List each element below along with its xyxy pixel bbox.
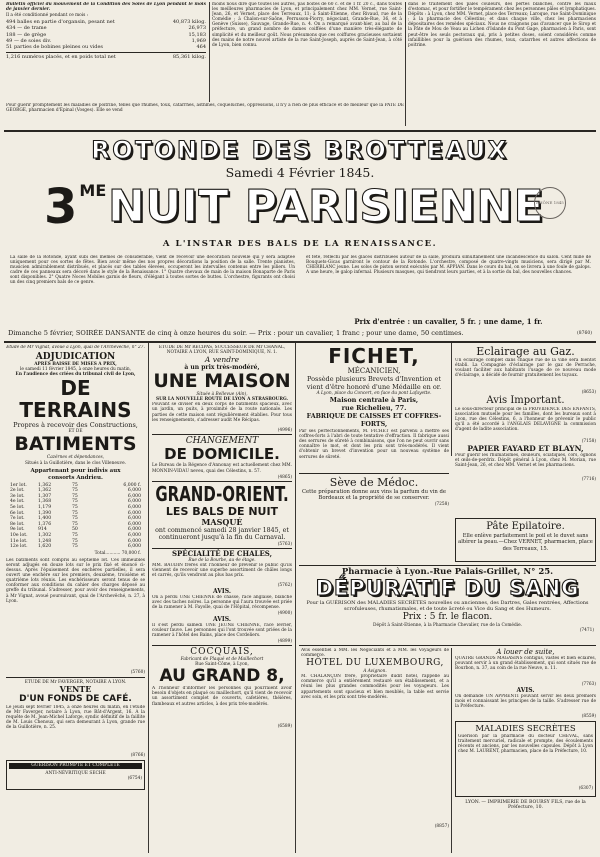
rotonde-ordinal [44,181,106,233]
fichet-rue: rue Richelieu, 77. [341,404,407,413]
lot-cell-b: 75 [72,510,78,516]
guerison-ref: (6754) [127,776,142,782]
bulletin-row [6,44,206,50]
divider [152,434,292,435]
bulletin-row-value: 464 [196,44,206,51]
batiments-heading: BATIMENTS [14,433,137,456]
adjudication-sub: APRÈS BAISSE DE MISES A PRIX, [34,362,117,368]
lot-cell-a: 1,620 [38,544,52,550]
domicile-ref: (4865) [277,474,292,480]
lot-cell-c: 6,000 f. [123,482,141,488]
column-divider [209,2,210,102]
lot-cell-lot: 1er lot. [10,482,27,488]
cocquais-ref: (6589) [277,724,292,730]
bulletin-table [6,19,206,50]
domicile-body: Le Bureau de la Régence d'Annonay est actuellement chez MM. MONNIN-VIDAU neveu, quai des Célestins, n. 57. [152,463,292,474]
domicile-text [152,463,292,473]
maladies-box [455,721,596,797]
divider [299,473,449,474]
lot-cell-c: 6,000 [127,538,141,544]
bulletin-row-label: 188 — de grège [6,31,47,38]
seve-text: Cette préparation donne aux vins la parfum du vin de Bordeaux et la propriété de se conserver. [301,489,447,502]
bulletin-row-label: 49 — de soies div. [6,37,52,44]
lot-cell-lot: 11e lot. [10,538,28,544]
postage-stamp: RHÔNE 1845 [534,187,566,219]
papier-body: Pour guérir les rhumatismes, douleurs, sciatiques, cors, ognons et œils-de-perdrix. Dépôt général à Lyon, chez M. Morian, rue Saint-Jean, 26, et chez MM. Vernet et les pharmaciens. [455,453,596,469]
guerison-sub: ANTI-NÉVRITIQUE SECHE [45,771,106,777]
column-divider [295,343,296,853]
bulletin-heading: Bulletin officiel du mouvement de la Condition des Soies de Lyon pendant le mois de janvier dernier. [6,2,206,13]
batiments-sub: Cazérnes et dépendances, [46,455,105,461]
lot-cell-b: 75 [72,516,78,522]
bulletin-row-label: 434 — de trame [6,25,47,32]
seve-ref: (7258) [434,501,449,507]
lot-cell-lot: 9e lot. [10,527,25,533]
maison-route: SUR LA NOUVELLE ROUTE DE LYON A STRASBOURG. [155,397,289,403]
terrains-sub: Propres à recevoir des Constructions, [13,421,138,430]
cocquais-body: A l'honneur d'informer les personnes qui pourraient avoir besoin d'objets en plaqué ou maillechort, qu'il vient de recevoir un assortiment complet de couverts, cafetières, théières, flambeaux et autres articles, à des prix très-modérés. [152,686,292,707]
lot-cell-lot: 8e lot. [10,521,25,527]
hotel-ref: (8857) [434,824,449,830]
section-rule [4,130,596,132]
ordinal-suffix: ME [79,181,107,200]
hotel-text [301,674,449,824]
lot-cell-b: 50 [72,527,78,533]
lot-cell-a: 914 [38,527,47,533]
hotel-location: A Avignon. [363,669,387,675]
cocquais-location: Rue Saint-Côme, à Lyon, [195,662,249,668]
avis-important: Avis Important. [486,395,565,407]
a-vendre: A vendre [204,355,240,365]
column-divider [451,343,452,456]
fichet-location: A Lyon, place du Concert, en face du pont Lafayette. [316,391,432,396]
lots-table [10,483,141,550]
adjudication-date: le samedi 11 février 1845, à onze heures du matin, [19,367,132,373]
bals-ref: (5763) [277,541,292,547]
rotonde-advertisement [4,133,596,363]
col4-bottom [455,648,596,853]
lot-cell-c: 6,000 [127,527,141,533]
avis-chienne-ref: (4900) [277,610,292,616]
pate-epilatoire-heading: Pâte Epilatoire. [486,521,565,532]
lot-cell-lot: 6e lot. [10,510,25,516]
maladies-ref: (6307) [578,786,593,792]
depuratif-block [301,567,594,644]
vente-heading: VENTE [59,684,92,695]
lot-cell-b: 75 [72,533,78,538]
rotonde-description-left: La salle de la Rotonde, ayant subi des mêmes de considérable, vient de recevoir une décoration nouvelle qui y sera adaptée uniquement pour ces sortes de fêtes. Bien avoir même des nos propres décorations la position de la salle. Trente pianistes, musicien admirablement distribués, et placés sur des tables élevées, occuperont les intervalles contenus entre les piliers. Un cadre de ces panneaux sera décoré dans le style de la Renaissance. 1° Quatre chevaux de main de la maison Bonaparte de Paris sont disponibles. 2° Quatre Noces Mobiles garnis de fleurs, d'élégant à toutes sortes de buttes. L'orchestre, figurants ont choisi un des cinq premiers bals de ce genre. [10,255,295,286]
maladies-body: Guérison par la pharmacie du docteur CHEVAL, sans traitement mercuriel, radicale et prompte, des écoulements récents et anciens, par les nouvelles capsules. Dépôt à Lyon chez M. LAURENT, pharmacien, place de la Préfecture, 10. [458,734,593,755]
papier-ref: (7716) [581,477,596,483]
depuratif-heading: DÉPURATIF DU SANG [315,576,580,600]
lot-cell-a: 1,302 [38,533,52,538]
eclairage-ref: (8653) [581,390,596,395]
depuratif-depot: Dépôt à Saint-Etienne, à la Pharmacie Chevalier, rue de la Comédie. [373,623,522,628]
fabrique-heading: FABRIQUE DE CAISSES ET COFFRES-FORTS, [306,413,442,429]
top-column-3-text: dans le traitement des pâles couleurs, des pertes blanches, contre les maux d'estomac, et pour fortifier le tempérament chez les personnes pâles et lymphatiques. Dépôts : à Lyon, chez MM. Vernet, place des Terreaux; Laroque, rue Saint-Dominique ; à la pharmacie des Célestins; et dans chaque ville, chez les pharmaciens dépositaires des remèdes spéciaux. Nous ne craignons pas d'avancer que le Sirop et la Pâte de Mou de Veau au Lichen d'Islande du Pont Gage, pharmacien à Paris, sont peut-être les seuls pectoraux qui, pris à petites doses, soient considérés comme infaillibles pour la guérison des rhumes, toux, catarrhes et autres affections de poitrine. [408,2,596,48]
lots-title-2: consorts Andrieu. [48,474,103,481]
divider [299,645,596,646]
cocquais-sub: Fabricant de Plaqué et de Maillechort [180,657,264,663]
fichet-heading: FICHET, [328,345,420,368]
pate-epilatoire-text: Elle enlève parfaitement le poil et le duvet sans altérer la peau.—Chez VERNET, pharmacien, place des Terreaux, 15. [458,533,593,552]
lot-cell-c: 6,000 [127,521,141,527]
bulletin-total-label: 1,216 numéros placés, et en poids total net [6,54,116,61]
seve-de-medoc: Sève de Médoc. [329,476,419,490]
bulletin-row-label: 51 parties de bobines pleines ou vides [6,44,104,51]
maison-text [152,402,292,428]
lot-cell-b: 75 [72,499,78,505]
lot-cell-a: 1,376 [38,521,52,527]
hotel-column [301,648,449,853]
bulletin-total-value: 85,361 kilog. [172,54,206,61]
maladies-heading: MALADIES SECRÈTES [475,724,576,735]
hotel-luxembourg: HÔTEL DU LUXEMBOURG, [306,658,444,669]
avis-chienne-text [152,595,292,611]
pate-de-george-notice [6,103,404,127]
prix-modere: à un prix très-modéré, [184,364,260,372]
avis-important-ref: (7158) [581,439,596,445]
lot-cell-a: 1,179 [38,505,52,511]
rotonde-ref: (8760) [577,331,592,336]
rotonde-price: Prix d'entrée : un cavalier, 5 fr. ; une dame, 1 fr. [354,317,543,326]
rotonde-title: ROTONDE DES BROTTEAUX [91,136,509,164]
bulletin-row-value: 15,183 [188,31,206,38]
lot-cell-b: 75 [72,544,78,550]
a-louer: A louer de suite, [496,648,555,656]
grand-orient-heading: GRAND-ORIENT. [155,481,289,506]
rotonde-footer [8,329,592,338]
lots-total: Total........... 70,000 f. [94,550,141,556]
column-divider [451,648,452,853]
column-divider [148,343,149,853]
lot-cell-c: 6,000 [127,505,141,511]
fichet-mecanicien: MÉCANICIEN, [347,367,401,375]
papier-fayard: PAPIER FAYARD ET BLAYN, [467,444,584,454]
lot-row [10,544,141,550]
top-column-2-text: moins nous dire que toutes les autres, pas boîtes de 60 c. et de 1 fr. 20 c., dans toutes les meilleures pharmacies de Lyon, et principalement chez MM. Vernet, rue Saint-Jean, 26, et Vernet, place des Terreaux, 11; à Saint-Etienne, chez Rivaud, rue de la Comédie ; à Chalon-sur-Saône, Perrusson-Piorry, négociant, Grande-Rue, 36, et à Genève (Suisse), Sauvage, Grande-Rue, n. 4. On a remarqué avant-hier, au bal de la préfecture, un grand nombre de dames coiffées d'une manière très-élégante de simplicité et du meilleur goût. Nous présumons que ces coiffures gracieuses sortaient des mains de notre nouvel artiste de la rue Saint-Joseph, auprès de Saint-Jean, à côté de Lyon, bien connu. [212,2,402,48]
lot-cell-c: 6,000 [127,488,141,494]
changement-heading: CHANGEMENT [185,436,259,447]
avis-chienne-body: On a perdu UNE CHIENNE de chasse, race anglaise, blanche avec des taches noires. La personne qui l'aura trouvée est priée de la ramener à M. Fayolle, quai de l'Hôpital, récompense. [152,594,292,611]
lot-cell-b: 75 [72,493,78,499]
rotonde-date: Samedi 4 Février 1845. [225,165,375,180]
lots-title: Appartenant pour indivis aux [30,467,121,474]
lot-cell-lot: 12e lot. [10,544,28,550]
lot-cell-a: 1,362 [38,488,52,494]
fichet-brevets: Possède plusieurs Brevets d'Invention et vient d'être honoré d'une Médaille en or. [306,375,442,391]
une-maison-heading: UNE MAISON [153,370,291,393]
bulletin-row-value: 1,969 [191,37,206,44]
pate-epilatoire-box [455,518,596,562]
top-section [4,2,596,128]
fichet-paris: Maison centrale à Paris, [329,396,419,405]
hotel-body: M. CHALANÇON frère, propriétaire dudit hôtel, rappelle au commerce qu'il a entièrement restauré son établissement, et a réuni les plus grandes commodités pour les voyageurs. Les appartements sont spacieux et bien meublés, la table est servie avec soin, et les prix sont très-modérés. [301,674,449,700]
cafe-text [6,705,145,753]
bals-text: ont commencé samedi 28 janvier 1845, et continueront jusqu'à la fin du Carnaval. [155,526,289,542]
fabrique-body: Par ses perfectionnements, M. FICHET est parvenu à mettre ses coffres-forts à l'abri de toute tentative d'effraction. Il fabrique aussi des serrures de sûreté à combinaisons, que l'on ne peut ouvrir sans connaître le mot, et dont les prix sont très-modérés. Il vient d'obtenir un brevet d'invention pour un nouveau système de serrures de sûreté. [299,429,449,460]
avis-jeune-chienne-text [152,623,292,639]
fabrique-text [299,429,449,471]
rotonde-text-left [10,255,295,317]
notary-body: Les bâtiments sont compris au septième lot. Ces immeubles seront adjugés en douze lots sur le prix fixé et énoncé ci-dessus. Après l'épuisement des enchères partielles, il sera ouvert une enchère sur les premiers, deuxième, troisième et quatrième lots réunis. Les enchérisseurs seront tenus de se conformer aux conditions du cahier des charges déposé au greffe du tribunal. S'adresser, pour avoir des renseignements, à Mr Vignat, avoué poursuivant, quai de l'Archevêché, n. 27, à Lyon. [6,557,145,604]
avis-jeune-chienne-ref: (4899) [277,638,292,644]
papier-text [455,453,596,477]
specialite-chales: SPÉCIALITÉ DE CHALES, [171,548,273,558]
avis-important-text [455,407,596,439]
avis-apprenti-text [455,694,596,714]
terrains-location: Situés à la Guillotière, dans le clos Villeneuve. [24,460,127,466]
chales-body: MM. BAUDIN frères ont l'honneur de prévenir le public qu'ils viennent de recevoir une superbe assortiment de châles longs et carrés, qu'ils vendront au plus bas prix. [152,562,292,578]
notary-text [6,558,145,670]
lot-cell-a: 1,248 [38,538,52,544]
domicile-heading: DE DOMICILE. [164,445,280,464]
guerison-title: GUÉRISON PROMPTE ET COMPLÈTE [9,763,142,769]
eclairage-au-gaz: Eclairage au Gaz. [476,345,575,358]
lot-cell-a: 1,362 [38,482,52,488]
lot-cell-c: 6,000 [127,510,141,516]
lot-cell-c: 6,000 [127,493,141,499]
avis-important-body: Le sous-directeur principal de la PROVIDENCE DES ENFANTS, association mutuelle pour les familles, dont les bureaux sont à Lyon, rue des Célestins, 6, a l'honneur de prévenir le public qu'il a été accordé à l'ANGLAIS DELAVIGNE la commission d'agent de ladite association. [455,407,596,433]
lot-cell-c: 6,000 [127,544,141,550]
lot-cell-b: 75 [72,505,78,511]
lot-cell-lot: 10e lot. [10,533,28,538]
condition-des-soies-bulletin [6,2,206,100]
bals-de-nuit: LES BALS DE NUIT [165,504,279,518]
eclairage-body: Un éclairage complet dans chaque rue de la ville sera bientôt établi. La Compagnie d'éclairage par le gaz de Perrache, voulant faciliter aux habitants l'usage de ce nouveau mode d'éclairage, a décidé de fournir gratuitement les tuyaux. [455,358,596,379]
rotonde-subtitle: A L'INSTAR DES BALS DE LA RENAISSANCE. [162,239,438,249]
divider [6,677,145,678]
bulletin-row-value: 40,873 kilog. [172,19,206,26]
chales-ref: (5762) [277,582,292,588]
cafe-body: Le jeudi sept février 1845, à onze heures du matin, en l'étude de Mr Faverger, notaire à Lyon, rue Bât-d'Argent, 16. A la requête de M. Jean-Michel Laforge, syndic définitif de la faillite de M. Louis Chenoux, qui sera demeurant à Lyon, grande rue de la Guillotière, n. 25. [6,705,145,731]
adjudication-heading: ADJUDICATION [35,352,116,363]
avis-apprenti-body: On demande UN APPRENTI pouvant servir les deux premiers mois et connaissant les principes de la taille. S'adresser rue de la Préfecture. [455,694,596,710]
avis-chienne-heading: AVIS. [213,587,231,595]
bulletin-intro: Il a été conditionné pendant ce mois : [6,13,89,19]
bulletin-row-label: 494 balles en partie d'organsin, pesant net [6,19,115,26]
top-column-3 [408,2,596,124]
au-grand-8: AU GRAND 8, [159,666,285,687]
louer-ref: (7763) [581,682,596,687]
lot-cell-lot: 7e lot. [10,516,25,522]
bulletin-row-value: 26,973 [188,25,206,32]
lot-cell-a: 1,307 [38,493,52,499]
lot-cell-a: 1,400 [38,516,52,522]
rotonde-description-right: et fête, réfléchi par les glaces distribuées autour de la salle, produira simultanément une incandescence du salon. Cent mille de Bouquets-Gicas garniront le contour de la Rotonde. L'orchestre, composé de quatre-vingts musiciens, sera dirigé par M. CHERBLANC jeune. Les solos de piston seront exécutés par M. APPIAN. Dans le cours du bal, on se livrera à une foule de galops. A une heure, le galop infernal. Plusieurs masques, qui tiendront leurs parties, et à la sortie du bal, des nouvelles chances. [306,255,591,276]
nuit-parisienne-title: NUIT PARISIENNE [108,181,545,232]
eclairage-text [455,358,596,390]
divider [152,645,292,646]
newspaper-page [4,2,596,853]
notary-column [6,345,145,853]
lot-cell-a: 1,368 [38,499,52,505]
terrains-heading: DE TERRAINS [19,376,132,423]
lot-cell-b: 75 [72,521,78,527]
cocquais-text [152,686,292,724]
avis-jeune-chienne-heading: AVIS. [213,615,231,623]
masque: MASQUÉ [201,516,243,527]
column-divider [405,2,406,126]
notary-ref: (5760) [130,669,145,675]
seve-box-border [299,518,451,562]
cocquais-heading: COCQUAIS, [190,647,254,658]
hotel-lead: Avis essentiel à MM. les Négociants et à MM. les Voyageurs de commerce. [301,648,449,659]
divider [299,565,596,566]
ordinal-number: 3 [44,179,78,235]
lot-cell-lot: 5e lot. [10,505,25,511]
rotonde-footer-text: Dimanche 5 février, SOIRÉE DANSANTE de cinq à onze heures du soir. — Prix : pour un cavalier, 1 franc ; pour une dame, 50 centimes. [8,329,464,337]
cafe-ref: (8766) [130,753,145,759]
avis-apprenti-ref: (8559) [581,714,596,720]
depuratif-text: Pour la GUÉRISON des MALADIES SECRÈTES nouvelles ou anciennes, des Dartres, Gales rentrées, Affections scrofuleuses, rhumatismales, et de toute âcreté ou Vice du Sang et des Humeurs. [306,600,589,612]
lot-cell-lot: 4e lot. [10,499,25,505]
adjudication-court: En l'audience des criées du tribunal civil de Lyon, [15,372,136,378]
lot-cell-c: 6,000 [127,516,141,522]
lot-cell-c: 6,000 [127,499,141,505]
maison-column [152,345,292,853]
maison-body: Pouvant se diviser en deux corps de bâtiments spacieux, avec un jardin, un puits, à proximité de la route nationale. Les parties de cette maison sont régulièrement établies. Pour tous les renseignements, s'adresser audit Me Récipas. [152,402,292,423]
bulletin-total [6,52,206,60]
maison-ref: (4996) [277,428,292,434]
pharmacie-heading: Pharmacie à Lyon.-Rue Palais-Grillet, N° 25. [341,567,554,577]
lot-cell-b: 75 [72,482,78,488]
lot-cell-c: 6,000 [127,533,141,538]
pate-de-george-text: Pour guérir promptement les maladies de poitrine, telles que rhumes, toux, catarrhes, asthmes, coqueluches, oppressions, il n'y a rien de plus efficace et de meilleur que la PATE DE GEORGE, pharmacien d'Epinal (Vosges). Elle se vend [6,103,404,114]
depuratif-price: Prix : 5 fr. le flacon. [402,612,493,622]
lot-cell-lot: 3e lot. [10,493,25,499]
notary-office: Etude de Mr Vignat, avoué à Lyon, quai de l'Archevêché, n° 27. [6,345,145,350]
et-de: ET DE [68,429,83,435]
guerison-box [6,760,145,790]
lot-cell-b: 75 [72,488,78,494]
maison-location: Située à Bellevue (Ain), [196,392,248,398]
lot-cell-a: 1,390 [38,510,52,516]
section-rule [4,341,596,343]
avis-jeune-chienne-body: Il s'est perdu samedi UNE JEUNE CHIENNE, race levrier, couleur fauve. Les personnes qui l'ont trouvée sont priées de la ramener à l'hôtel des Bains, place des Cordeliers. [152,622,292,639]
recipas-office: ETUDE DE Mr RÉCIPAS, SUCCESSEUR DE Mr CHANAL, NOTAIRE A LYON, RUE SAINT-DOMINIQUE, N. 1. [158,345,286,356]
louer-body: QUATRE GRANDS MAGASINS contigus, vastes et bien éclairés, pouvant servir à un grand établissement, qui sont situés rue de Bourbon, n. 37, au coin de la rue Neuve, n. 11. [455,656,596,672]
depuratif-ref: (7471) [579,628,594,634]
cafe-office: ETUDE DE Mr FAVERGER, NOTAIRE A LYON. [24,679,127,685]
imprint: LYON. — IMPRIMERIE DE BOURSY FILS, rue de la Préfecture, 10. [465,800,586,811]
chales-location: Rue de la Bourbe, au 4e étage. [188,557,256,563]
lot-cell-lot: 2e lot. [10,488,25,494]
louer-text [455,656,596,682]
lot-cell-b: 75 [72,538,78,544]
cafe-heading: D'UN FONDS DE CAFÉ. [19,694,132,705]
rotonde-text-right [306,255,591,317]
chales-text [152,563,292,583]
avis-apprenti-heading: AVIS. [516,687,535,695]
